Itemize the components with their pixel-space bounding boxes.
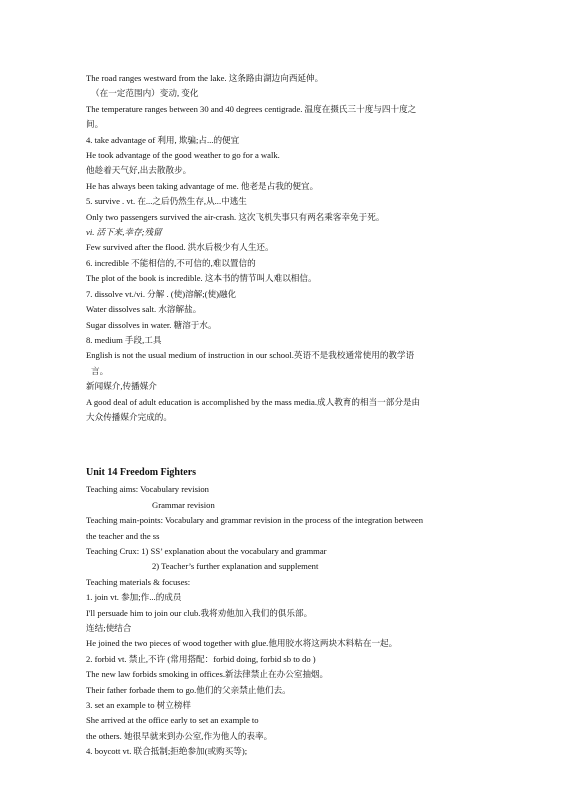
text-line: The road ranges westward from the lake. 这条路由湖边向西延伸。 bbox=[86, 73, 324, 83]
text-line: Few survived after the flood. 洪水后极少有人生还。 bbox=[86, 242, 274, 253]
text-line: 4. take advantage of 利用, 欺骗;占...的便宜 bbox=[86, 134, 240, 145]
text-line: Teaching main-points: Vocabulary and grammar revision in the process of the integration between bbox=[86, 515, 424, 526]
text-line: The new law forbids smoking in offices.新法律禁止在办公室抽烟。 bbox=[86, 669, 329, 680]
text-line: I'll persuade him to join our club.我将劝他加入我们的俱乐部。 bbox=[86, 607, 313, 618]
text-line: 3. set an example to 树立榜样 bbox=[86, 700, 192, 711]
text-line: the others. 她很早就来到办公室,作为他人的表率。 bbox=[86, 730, 273, 741]
text-line: 间。 bbox=[86, 119, 104, 130]
text-line: A good deal of adult education is accomplished by the mass media.成人教育的相当一部分是由 bbox=[86, 396, 421, 407]
unit-title: Unit 14 Freedom Fighters bbox=[86, 467, 197, 479]
text-line: 5. survive . vt. 在...之后仍然生存,从...中逃生 bbox=[86, 196, 247, 207]
section-gap bbox=[86, 425, 486, 465]
text-line: Teaching aims: Vocabulary revision bbox=[86, 484, 209, 495]
text-line: Only two passengers survived the air-crash. 这次飞机失事只有两名乘客幸免于死。 bbox=[86, 211, 385, 222]
text-line: The plot of the book is incredible. 这本书的情节叫人难以相信。 bbox=[86, 273, 317, 284]
text-line: 4. boycott vt. 联合抵制;拒绝参加(或购买等); bbox=[86, 746, 248, 757]
text-line: Their father forbade them to go.他们的父亲禁止他们去。 bbox=[86, 684, 291, 695]
text-line: He joined the two pieces of wood together with glue.他用胶水将这两块木料粘在一起。 bbox=[86, 638, 398, 649]
text-line: English is not the usual medium of instruction in our school.英语不是我校通常使用的教学语 bbox=[86, 350, 415, 361]
text-line: 8. medium 手段,工具 bbox=[86, 334, 162, 345]
text-line: Teaching Crux: 1) SS’ explanation about the vocabulary and grammar bbox=[86, 545, 327, 556]
text-line: 2) Teacher’s further explanation and supplement bbox=[152, 561, 319, 572]
text-line: He has always been taking advantage of me. 他老是占我的便宜。 bbox=[86, 180, 319, 191]
text-line: 他趁着天气好,出去散散步。 bbox=[86, 165, 192, 176]
text-line: 7. dissolve vt./vi. 分解 . (使)溶解;(使)融化 bbox=[86, 288, 237, 299]
text-line: Grammar revision bbox=[152, 499, 215, 510]
text-line: the teacher and the ss bbox=[86, 530, 160, 541]
text-line: vi. 活下来,幸存;残留 bbox=[86, 227, 162, 238]
text-line: She arrived at the office early to set an example to bbox=[86, 715, 259, 726]
text-line: 新闻媒介,传播媒介 bbox=[86, 381, 157, 392]
text-line: Sugar dissolves in water. 糖溶于水。 bbox=[86, 319, 217, 330]
text-line: 大众传播媒介完成的。 bbox=[86, 411, 172, 422]
text-line: Teaching materials & focuses: bbox=[86, 576, 191, 587]
text-line: 2. forbid vt. 禁止,不许 (常用搭配：forbid doing, forbid sb to do ) bbox=[86, 653, 316, 664]
text-line: He took advantage of the good weather to go for a walk. bbox=[86, 150, 280, 161]
text-line: （在一定范围内）变动, 变化 bbox=[91, 88, 199, 99]
text-line: The temperature ranges between 30 and 40 degrees centigrade. 温度在摄氏三十度与四十度之 bbox=[86, 103, 417, 114]
text-line: 连结;使结合 bbox=[86, 623, 132, 633]
text-line: 6. incredible 不能相信的,不可信的,难以置信的 bbox=[86, 257, 256, 268]
text-line: 1. join vt. 参加;作...的成员 bbox=[86, 592, 182, 603]
text-line: 言。 bbox=[91, 365, 109, 376]
document-page bbox=[86, 71, 486, 760]
text-line: Water dissolves salt. 水溶解盐。 bbox=[86, 304, 202, 315]
